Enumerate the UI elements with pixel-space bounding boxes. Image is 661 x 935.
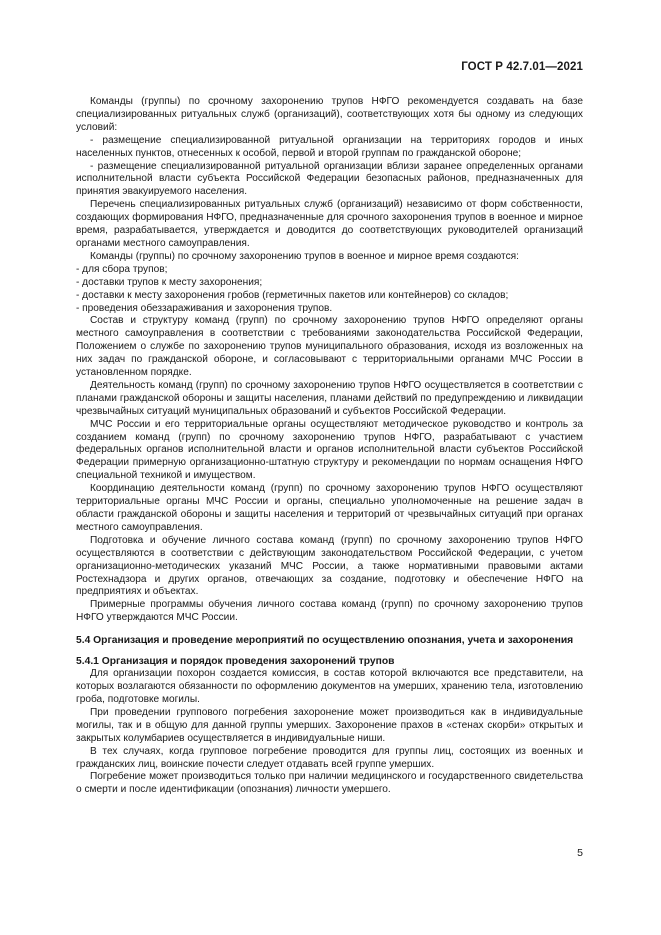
paragraph: При проведении группового погребения захоронение может производиться как в индивидуальные могилы, так и в общую для данной группы умерших. Захоронение прахов в «стенах скорби» открытых и закрытых колумбариев осуществляется в индивидуальные ниши.	[76, 706, 583, 744]
paragraph: Погребение может производиться только при наличии медицинского и государственного свидетельства о смерти и после идентификации (опознания) личности умершего.	[76, 771, 583, 796]
paragraph: МЧС России и его территориальные органы осуществляют методическое руководство и контроль за созданием команд (групп) по срочному захоронению трупов НФГО, разрабатывают с участием федеральных органов исполнительной власти и органов исполнительной власти субъектов Российской Федерации примерную организационно-штатную структуру и рекомендации по нормам оснащения НФГО специальной техникой и имуществом.	[76, 418, 583, 482]
document-code: ГОСТ Р 42.7.01—2021	[461, 61, 583, 73]
paragraph: Подготовка и обучение личного состава команд (групп) по срочному захоронению трупов НФГО осуществляются в соответствии с действующим законодательством Российской Федерации, с учетом организационно-методических указаний МЧС России, а также нормативными правовыми актами Ростехнадзора и других органов, отвечающих за создание, подготовку и обеспечение НФГО на предприятиях и объектах.	[76, 534, 583, 598]
list-item: - для сбора трупов;	[76, 263, 168, 275]
paragraph: Перечень специализированных ритуальных служб (организаций) независимо от форм собственности, создающих формирования НФГО, предназначенные для срочного захоронения трупов в военное и мирное время, разрабатывается, утверждается и доводится до соответствующих руководителей организаций органами местного самоуправления.	[76, 199, 583, 249]
list-item: - размещение специализированной ритуальной организации на территориях городов и иных населенных пунктов, отнесенных к особой, первой и второй группам по гражданской обороне;	[76, 134, 583, 159]
page-body	[76, 96, 583, 797]
page-number: 5	[577, 847, 583, 859]
paragraph: Примерные программы обучения личного состава команд (групп) по срочному захоронению трупов НФГО утверждаются МЧС России.	[76, 599, 583, 624]
paragraph: Команды (группы) по срочному захоронению трупов НФГО рекомендуется создавать на базе специализированных ритуальных служб (организаций), соответствующих хотя бы одному из следующих условий:	[76, 96, 583, 133]
paragraph: Для организации похорон создается комиссия, в состав которой включаются все представители, на которых возлагаются обязанности по оформлению документов на умерших, хранению тела, изготовлению гроба, подготовке могилы.	[76, 668, 583, 705]
paragraph: Состав и структуру команд (групп) по срочному захоронению трупов НФГО определяют органы местного самоуправления в соответствии с требованиями законодательства Российской Федерации, Положением о службе по захоронению трупов муниципального образования, исходя из возложенных на них задач по гражданской обороне, и согласовывают с территориальными органами МЧС России в установленном порядке.	[76, 315, 583, 379]
list-item: - размещение специализированной ритуальной организации вблизи заранее определенных органами исполнительной власти субъекта Российской Федерации безопасных районов, предназначенных для принятия эвакуируемого населения.	[76, 160, 583, 198]
subsection-heading: 5.4.1 Организация и порядок проведения захоронений трупов	[76, 656, 395, 668]
paragraph: В тех случаях, когда групповое погребение проводится для группы лиц, состоящих из военных и гражданских лиц, воинские почести следует отдавать всей группе умерших.	[76, 745, 583, 770]
list-item: - проведения обеззараживания и захоронения трупов.	[76, 302, 333, 314]
paragraph: Деятельность команд (групп) по срочному захоронению трупов НФГО осуществляется в соответствии с планами гражданской обороны и защиты населения, планами действий по предупреждению и ликвидации чрезвычайных ситуаций муниципальных образований и субъектов Российской Федерации.	[76, 379, 583, 417]
paragraph: Команды (группы) по срочному захоронению трупов в военное и мирное время создаются:	[90, 250, 519, 262]
section-heading: 5.4 Организация и проведение мероприятий по осуществлению опознания, учета и захоронения	[76, 635, 574, 647]
list-item: - доставки к месту захоронения гробов (герметичных пакетов или контейнеров) со складов;	[76, 289, 509, 301]
paragraph: Координацию деятельности команд (групп) по срочному захоронению трупов НФГО осуществляют территориальные органы МЧС России и органы, специально уполномоченные на решение задач в области гражданской обороны и защиты населения и территорий от чрезвычайных ситуаций при органах местного самоуправления.	[76, 483, 583, 533]
list-item: - доставки трупов к месту захоронения;	[76, 276, 263, 288]
